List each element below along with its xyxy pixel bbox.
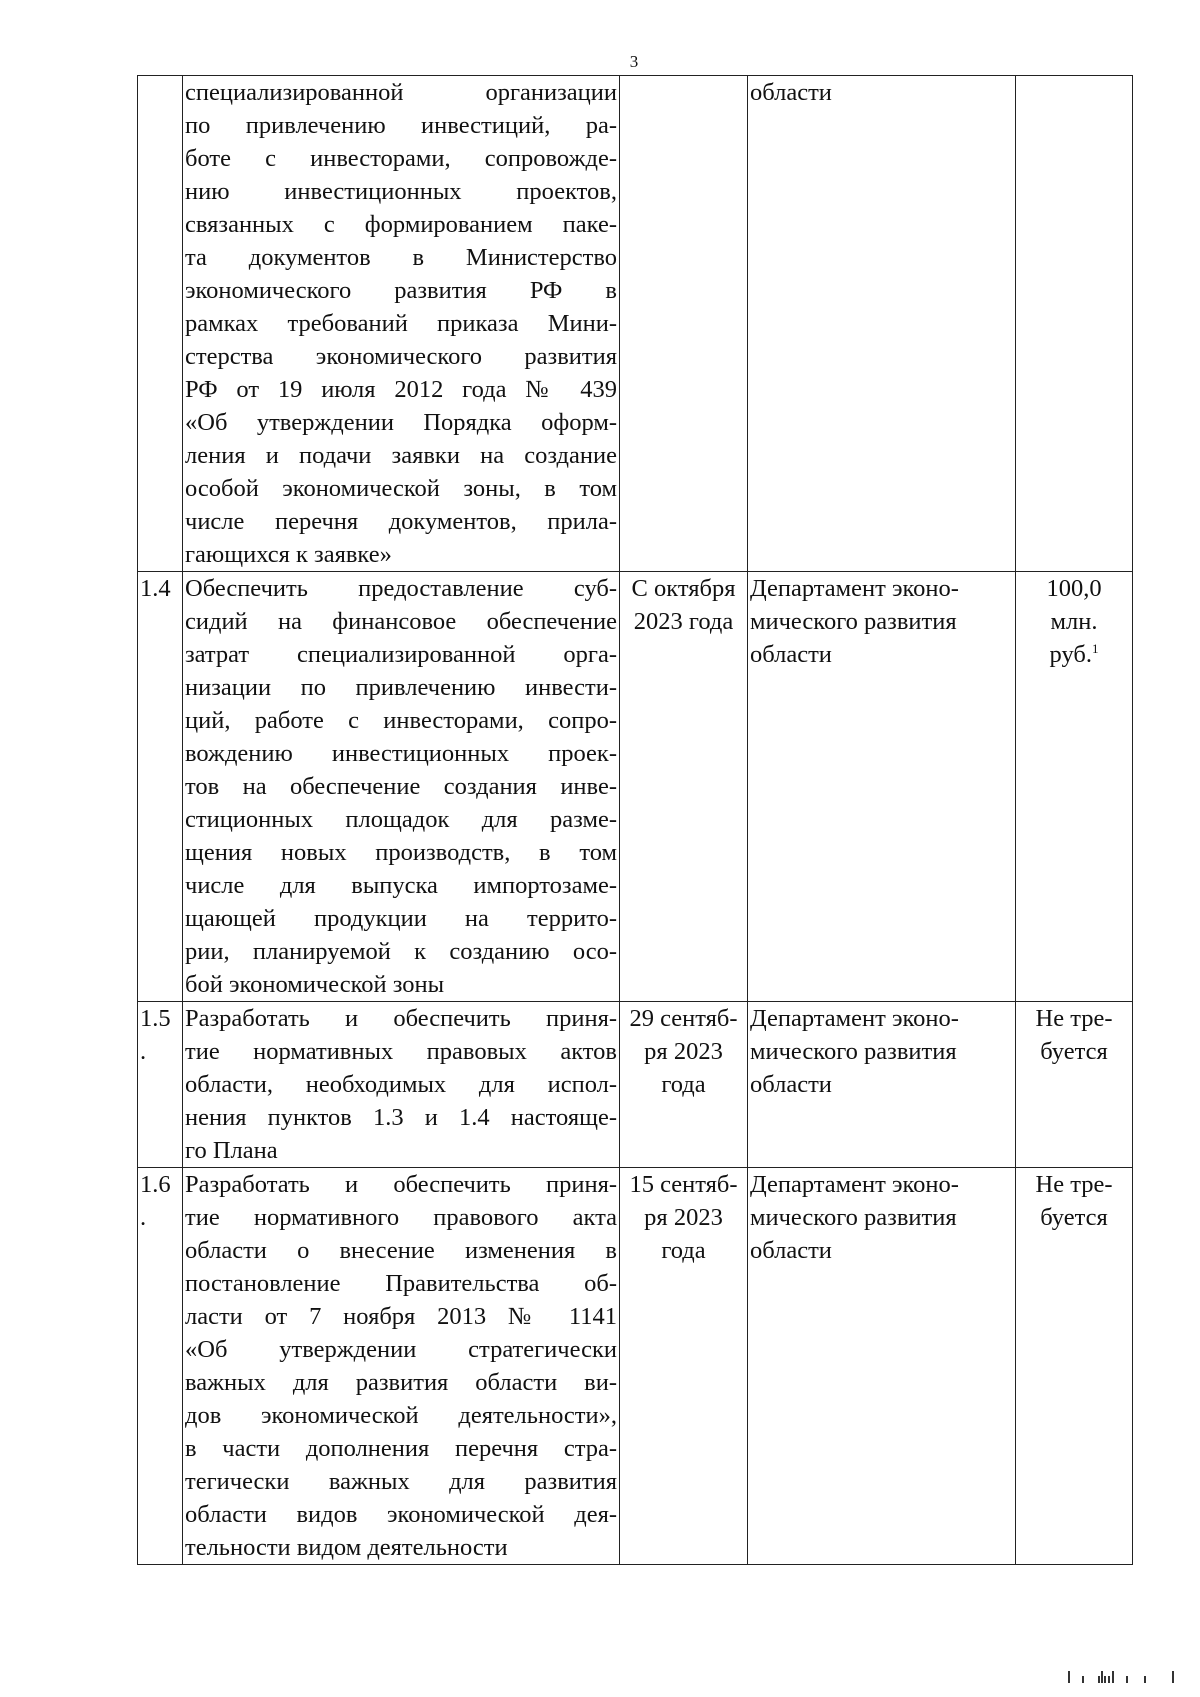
scan-mark-bar xyxy=(1126,1676,1128,1683)
description-line: связанных с формированием паке- xyxy=(185,211,617,238)
funding-amount xyxy=(1016,76,1133,572)
description-line: по привлечению инвестиций, ра- xyxy=(185,112,617,139)
scan-barcode-mark xyxy=(1068,1671,1178,1683)
measure-description xyxy=(183,1168,620,1565)
description-line: боте с инвесторами, сопровожде- xyxy=(185,145,617,172)
description-line: вождению инвестиционных проек- xyxy=(185,740,617,767)
measure-description xyxy=(183,1002,620,1168)
item-number: 1.5 . xyxy=(138,1002,183,1168)
table-row xyxy=(138,1002,1133,1168)
scan-mark-bar xyxy=(1082,1676,1084,1683)
scan-mark-bar xyxy=(1098,1676,1100,1683)
responsible-party: Департамент эконо- мического развития области xyxy=(748,572,1016,1002)
funding-amount xyxy=(1016,1002,1133,1168)
description-line: Разработать и обеспечить приня- xyxy=(185,1171,617,1198)
deadline: 29 сентяб- ря 2023 года xyxy=(620,1002,748,1168)
description-line: РФ от 19 июля 2012 года № 439 xyxy=(185,376,617,403)
description-line: гающихся к заявке» xyxy=(185,541,392,568)
item-number: 1.6 . xyxy=(138,1168,183,1565)
description-line: Разработать и обеспечить приня- xyxy=(185,1005,617,1032)
funding-amount xyxy=(1016,1168,1133,1565)
description-line: затрат специализированной орга- xyxy=(185,641,617,668)
funding-text: Не тре- буется xyxy=(1035,1005,1113,1065)
description-line: бой экономической зоны xyxy=(185,971,445,998)
action-plan-table xyxy=(137,75,1133,1565)
description-line: рии, планируемой к созданию осо- xyxy=(185,938,617,965)
footnote-mark: 1 xyxy=(1091,640,1099,656)
description-line: области видов экономической дея- xyxy=(185,1501,617,1528)
funding-amount xyxy=(1016,572,1133,1002)
description-line: стерства экономического развития xyxy=(185,343,617,370)
table-row xyxy=(138,76,1133,572)
funding-text: Не тре- буется xyxy=(1035,1171,1113,1231)
measure-description xyxy=(183,572,620,1002)
measure-description xyxy=(183,76,620,572)
deadline: С октября 2023 года xyxy=(620,572,748,1002)
deadline xyxy=(620,76,748,572)
scan-mark-bar xyxy=(1112,1671,1114,1683)
scan-mark-bar xyxy=(1172,1671,1174,1683)
description-line: области о внесение изменения в xyxy=(185,1237,617,1264)
table-row xyxy=(138,572,1133,1002)
description-line: тие нормативных правовых актов xyxy=(185,1038,617,1065)
scan-mark-bar xyxy=(1144,1676,1146,1683)
description-line: «Об утверждении Порядка оформ- xyxy=(185,409,617,436)
description-line: щения новых производств, в том xyxy=(185,839,617,866)
table-row xyxy=(138,1168,1133,1565)
description-line: в части дополнения перечня стра- xyxy=(185,1435,617,1462)
scan-mark-bar xyxy=(1108,1676,1110,1683)
scan-mark-bar xyxy=(1101,1671,1103,1683)
description-line: постановление Правительства об- xyxy=(185,1270,617,1297)
description-line: ций, работе с инвесторами, сопро- xyxy=(185,707,617,734)
description-line: низации по привлечению инвести- xyxy=(185,674,617,701)
description-line: тегически важных для развития xyxy=(185,1468,617,1495)
description-line: тие нормативного правового акта xyxy=(185,1204,617,1231)
description-line: важных для развития области ви- xyxy=(185,1369,617,1396)
item-number xyxy=(138,76,183,572)
deadline: 15 сентяб- ря 2023 года xyxy=(620,1168,748,1565)
description-line: дов экономической деятельности», xyxy=(185,1402,617,1429)
description-line: сидий на финансовое обеспечение xyxy=(185,608,617,635)
description-line: «Об утверждении стратегически xyxy=(185,1336,617,1363)
responsible-party: Департамент эконо- мического развития области xyxy=(748,1002,1016,1168)
description-line: та документов в Министерство xyxy=(185,244,617,271)
funding-text: 100,0 млн. руб. xyxy=(1046,575,1102,668)
page-number: 3 xyxy=(629,52,639,71)
description-line: рамках требований приказа Мини- xyxy=(185,310,617,337)
description-line: щающей продукции на террито- xyxy=(185,905,617,932)
item-number: 1.4 xyxy=(138,572,183,1002)
scan-mark-bar xyxy=(1068,1671,1070,1683)
description-line: тов на обеспечение создания инве- xyxy=(185,773,617,800)
description-line: числе перечня документов, прила- xyxy=(185,508,617,535)
description-line: ления и подачи заявки на создание xyxy=(185,442,617,469)
description-line: Обеспечить предоставление суб- xyxy=(185,575,617,602)
description-line: тельности видом деятельности xyxy=(185,1534,508,1561)
description-line: специализированной организации xyxy=(185,79,617,106)
responsible-party: области xyxy=(748,76,1016,572)
description-line: числе для выпуска импортозаме- xyxy=(185,872,617,899)
description-line: го Плана xyxy=(185,1137,278,1164)
description-line: нию инвестиционных проектов, xyxy=(185,178,617,205)
description-line: особой экономической зоны, в том xyxy=(185,475,617,502)
description-line: области, необходимых для испол- xyxy=(185,1071,617,1098)
description-line: стиционных площадок для разме- xyxy=(185,806,617,833)
scan-mark-bar xyxy=(1104,1676,1106,1683)
description-line: ласти от 7 ноября 2013 № 1141 xyxy=(185,1303,617,1330)
description-line: экономического развития РФ в xyxy=(185,277,617,304)
description-line: нения пунктов 1.3 и 1.4 настояще- xyxy=(185,1104,617,1131)
responsible-party: Департамент эконо- мического развития области xyxy=(748,1168,1016,1565)
